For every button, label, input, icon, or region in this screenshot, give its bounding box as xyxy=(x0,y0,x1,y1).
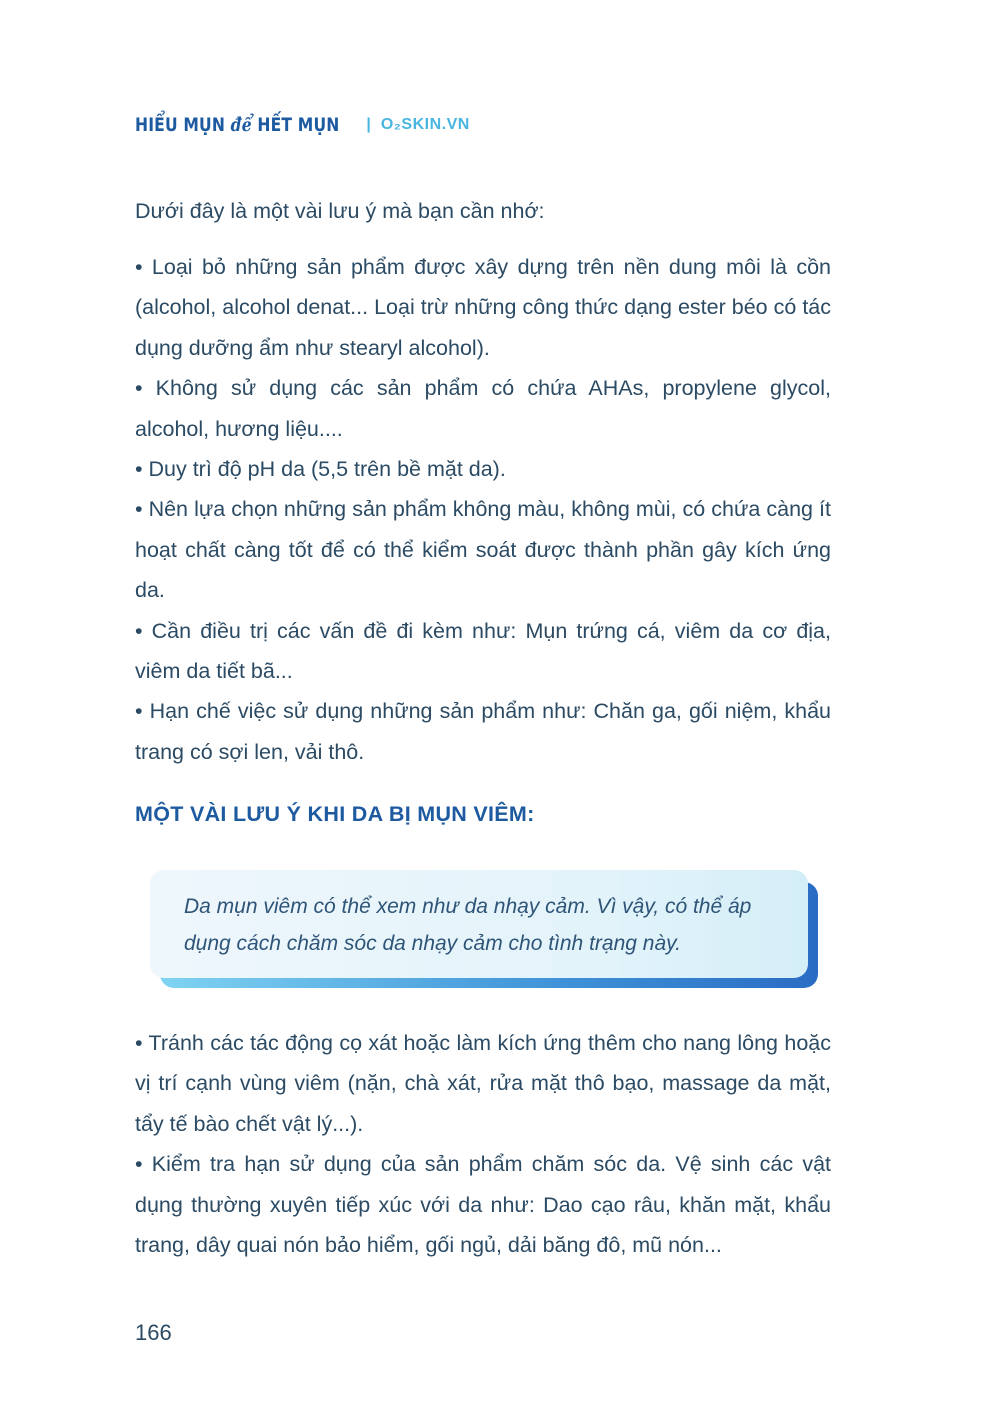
book-title: HIỂU MỤN để HẾT MỤN xyxy=(135,114,340,136)
list-item: • Kiểm tra hạn sử dụng của sản phẩm chăm sóc da. Vệ sinh các vật dụng thường xuyên tiếp xúc với da như: Dao cạo râu, khăn mặt, khẩu trang, dây quai nón bảo hiểm, gối ngủ, dải băng đô, mũ nón... xyxy=(135,1152,831,1258)
website-label: O₂SKIN.VN xyxy=(380,116,470,133)
tips-list xyxy=(135,247,831,772)
intro-paragraph: Dưới đây là một vài lưu ý mà bạn cần nhớ: xyxy=(135,199,545,223)
note-text: Da mụn viêm có thể xem như da nhạy cảm. Vì vậy, có thể áp dụng cách chăm sóc da nhạy cảm cho tình trạng này. xyxy=(184,895,752,955)
section-heading: MỘT VÀI LƯU Ý KHI DA BỊ MỤN VIÊM: xyxy=(135,802,535,826)
list-item: • Hạn chế việc sử dụng những sản phẩm như: Chăn ga, gối niệm, khẩu trang có sợi len, vải thô. xyxy=(135,699,831,764)
running-header xyxy=(135,114,470,136)
page-number: 166 xyxy=(135,1320,172,1345)
list-item: • Loại bỏ những sản phẩm được xây dựng trên nền dung môi là cồn (alcohol, alcohol denat... Loại trừ những công thức dạng ester béo có tác dụng dưỡng ẩm như stearyl alcohol). xyxy=(135,255,831,360)
list-item: • Nên lựa chọn những sản phẩm không màu, không mùi, có chứa càng ít hoạt chất càng tốt để có thể kiểm soát được thành phần gây kích ứng da. xyxy=(135,497,831,603)
list-item: • Không sử dụng các sản phẩm có chứa AHAs, propylene glycol, alcohol, hương liệu.... xyxy=(135,376,831,441)
list-item: • Cần điều trị các vấn đề đi kèm như: Mụn trứng cá, viêm da cơ địa, viêm da tiết bã... xyxy=(135,618,831,684)
list-item: • Duy trì độ pH da (5,5 trên bề mặt da). xyxy=(135,457,506,482)
note-box xyxy=(150,870,808,978)
inflamed-acne-list xyxy=(135,1023,831,1265)
list-item: • Tránh các tác động cọ xát hoặc làm kích ứng thêm cho nang lông hoặc vị trí cạnh vùng viêm (nặn, chà xát, rửa mặt thô bạo, massage da mặt, tẩy tế bào chết vật lý...). xyxy=(135,1031,831,1136)
header-separator: | xyxy=(366,116,371,133)
